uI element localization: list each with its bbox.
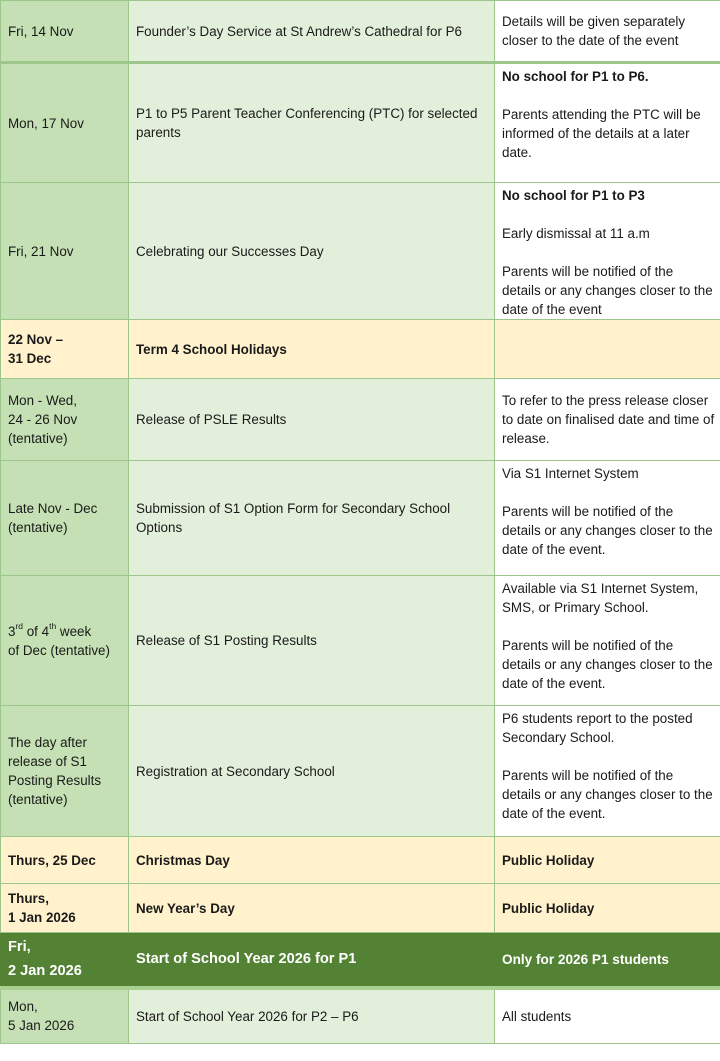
details-note-bold: No school for P1 to P3 (502, 188, 645, 203)
table-row (1, 933, 720, 988)
details-cell: Details will be given separately closer to the date of the event (495, 1, 720, 63)
date-cell: Fri, 21 Nov (1, 183, 129, 320)
date-cell: Late Nov - Dec (tentative) (1, 461, 129, 576)
details-cell: To refer to the press release closer to date on finalised date and time of release. (495, 379, 720, 461)
table-row (1, 576, 720, 706)
date-cell: Mon, 17 Nov (1, 63, 129, 183)
table-row (1, 379, 720, 461)
event-cell: Release of PSLE Results (129, 379, 495, 461)
date-cell: Thurs, 1 Jan 2026 (1, 884, 129, 933)
event-cell: P1 to P5 Parent Teacher Conferencing (PTC) for selected parents (129, 63, 495, 183)
date-cell: Fri, 2 Jan 2026 (1, 933, 129, 988)
details-cell: P6 students report to the posted Secondary School. Parents will be notified of the details or any changes closer to the date of the event. (495, 706, 720, 837)
table-row (1, 837, 720, 884)
table-row (1, 706, 720, 837)
table-row (1, 183, 720, 320)
event-cell: New Year’s Day (129, 884, 495, 933)
table-row (1, 461, 720, 576)
details-cell: No school for P1 to P3 Early dismissal at 11 a.m Parents will be notified of the details or any changes closer to the date of the event (495, 183, 720, 320)
details-cell: Via S1 Internet System Parents will be notified of the details or any changes closer to the date of the event. (495, 461, 720, 576)
event-cell: Start of School Year 2026 for P1 (129, 933, 495, 988)
details-note-bold: No school for P1 to P6. (502, 69, 649, 84)
date-cell: Mon - Wed, 24 - 26 Nov (tentative) (1, 379, 129, 461)
table-row (1, 320, 720, 379)
date-cell: Mon, 5 Jan 2026 (1, 988, 129, 1044)
date-cell: 22 Nov – 31 Dec (1, 320, 129, 379)
details-cell (495, 320, 720, 379)
date-cell: The day after release of S1 Posting Results (tentative) (1, 706, 129, 837)
event-cell: Christmas Day (129, 837, 495, 884)
event-cell: Release of S1 Posting Results (129, 576, 495, 706)
details-cell: Public Holiday (495, 837, 720, 884)
event-cell: Celebrating our Successes Day (129, 183, 495, 320)
details-cell: Public Holiday (495, 884, 720, 933)
table-row (1, 884, 720, 933)
table-row (1, 988, 720, 1044)
details-cell: Available via S1 Internet System, SMS, or Primary School. Parents will be notified of the details or any changes closer to the date of the event. (495, 576, 720, 706)
event-cell: Term 4 School Holidays (129, 320, 495, 379)
date-cell: 3rd of 4th week of Dec (tentative) (1, 576, 129, 706)
details-cell: Only for 2026 P1 students (495, 933, 720, 988)
details-cell: No school for P1 to P6. Parents attending the PTC will be informed of the details at a later date. (495, 63, 720, 183)
date-cell: Thurs, 25 Dec (1, 837, 129, 884)
table-row (1, 63, 720, 183)
event-cell: Submission of S1 Option Form for Secondary School Options (129, 461, 495, 576)
table-row (1, 1, 720, 63)
date-cell: Fri, 14 Nov (1, 1, 129, 63)
event-cell: Founder’s Day Service at St Andrew’s Cathedral for P6 (129, 1, 495, 63)
event-cell: Start of School Year 2026 for P2 – P6 (129, 988, 495, 1044)
event-cell: Registration at Secondary School (129, 706, 495, 837)
details-cell: All students (495, 988, 720, 1044)
